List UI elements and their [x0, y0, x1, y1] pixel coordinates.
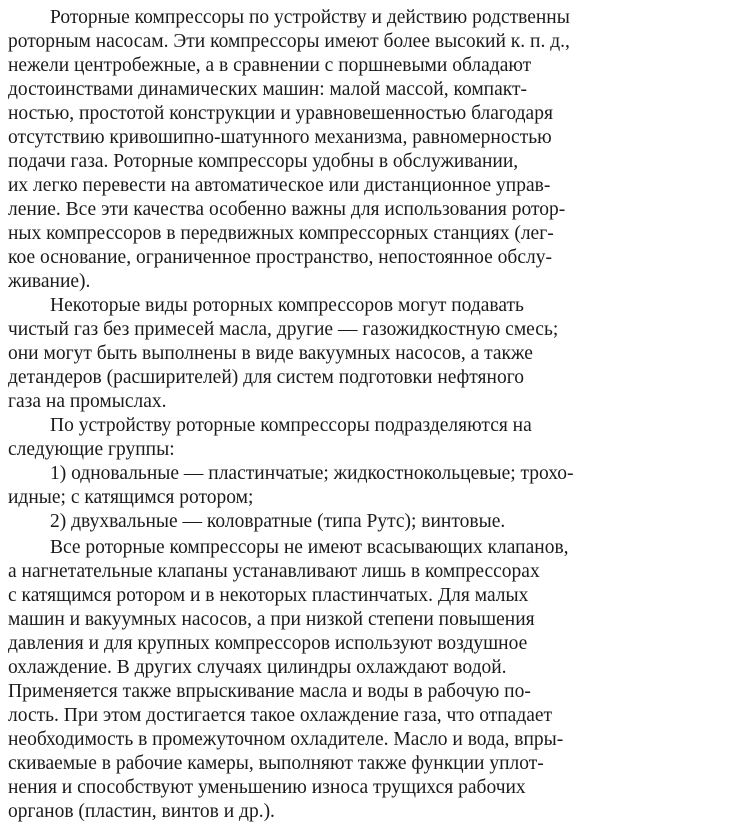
text-line: лость. При этом достигается такое охлаждение газа, что отпадает: [8, 705, 553, 726]
text-line: газа на промыслах.: [8, 391, 167, 412]
text-line: их легко перевести на автоматическое или дистанционное управ-: [8, 175, 551, 196]
text-line: а нагнетательные клапаны устанавливают лишь в компрессорах: [8, 561, 540, 582]
text-line: скиваемые в рабочие камеры, выполняют также функции уплот-: [8, 753, 544, 774]
text-line: идные; с катящимся ротором;: [8, 487, 254, 508]
text-line: отсутствию кривошипно-шатунного механизма, равномерностью: [8, 127, 552, 148]
text-line: 2) двухвальные — коловратные (типа Рутс); винтовые.: [50, 511, 506, 532]
text-line: нежели центробежные, а в сравнении с поршневыми обладают: [8, 55, 532, 76]
text-line: 1) одновальные — пластинчатые; жидкостнокольцевые; трохо-: [50, 463, 574, 484]
text-line: органов (пластин, винтов и др.).: [8, 801, 275, 822]
text-line: чистый газ без примесей масла, другие — газожидкостную смесь;: [8, 319, 559, 340]
text-line: следующие группы:: [8, 439, 175, 460]
text-line: По устройству роторные компрессоры подразделяются на: [50, 415, 532, 436]
text-line: они могут быть выполнены в виде вакуумных насосов, а также: [8, 343, 533, 364]
text-line: подачи газа. Роторные компрессоры удобны в обслуживании,: [8, 151, 519, 172]
text-line: с катящимся ротором и в некоторых пластинчатых. Для малых: [8, 585, 529, 606]
text-line: Применяется также впрыскивание масла и воды в рабочую по-: [8, 681, 531, 702]
text-line: кое основание, ограниченное пространство, непостоянное обслу-: [8, 247, 552, 268]
text-line: Некоторые виды роторных компрессоров могут подавать: [50, 295, 524, 316]
text-line: машин и вакуумных насосов, а при низкой степени повышения: [8, 609, 535, 630]
text-line: Все роторные компрессоры не имеют всасывающих клапанов,: [50, 537, 569, 558]
text-line: давления и для крупных компрессоров используют воздушное: [8, 633, 528, 654]
text-line: ных компрессоров в передвижных компрессорных станциях (лег-: [8, 223, 554, 244]
text-line: живание).: [8, 271, 91, 292]
text-line: нения и способствуют уменьшению износа трущихся рабочих: [8, 777, 526, 798]
text-line: охлаждение. В других случаях цилиндры охлаждают водой.: [8, 657, 507, 678]
text-line: ление. Все эти качества особенно важны для использования ротор-: [8, 199, 566, 220]
text-line: Роторные компрессоры по устройству и действию родственны: [50, 7, 570, 28]
text-line: роторным насосам. Эти компрессоры имеют более высокий к. п. д.,: [8, 31, 570, 52]
text-line: достоинствами динамических машин: малой массой, компакт-: [8, 79, 527, 100]
text-line: ностью, простотой конструкции и уравновешенностью благодаря: [8, 103, 553, 124]
text-line: детандеров (расширителей) для систем подготовки нефтяного: [8, 367, 524, 388]
text-line: необходимость в промежуточном охладителе. Масло и вода, впры-: [8, 729, 564, 750]
